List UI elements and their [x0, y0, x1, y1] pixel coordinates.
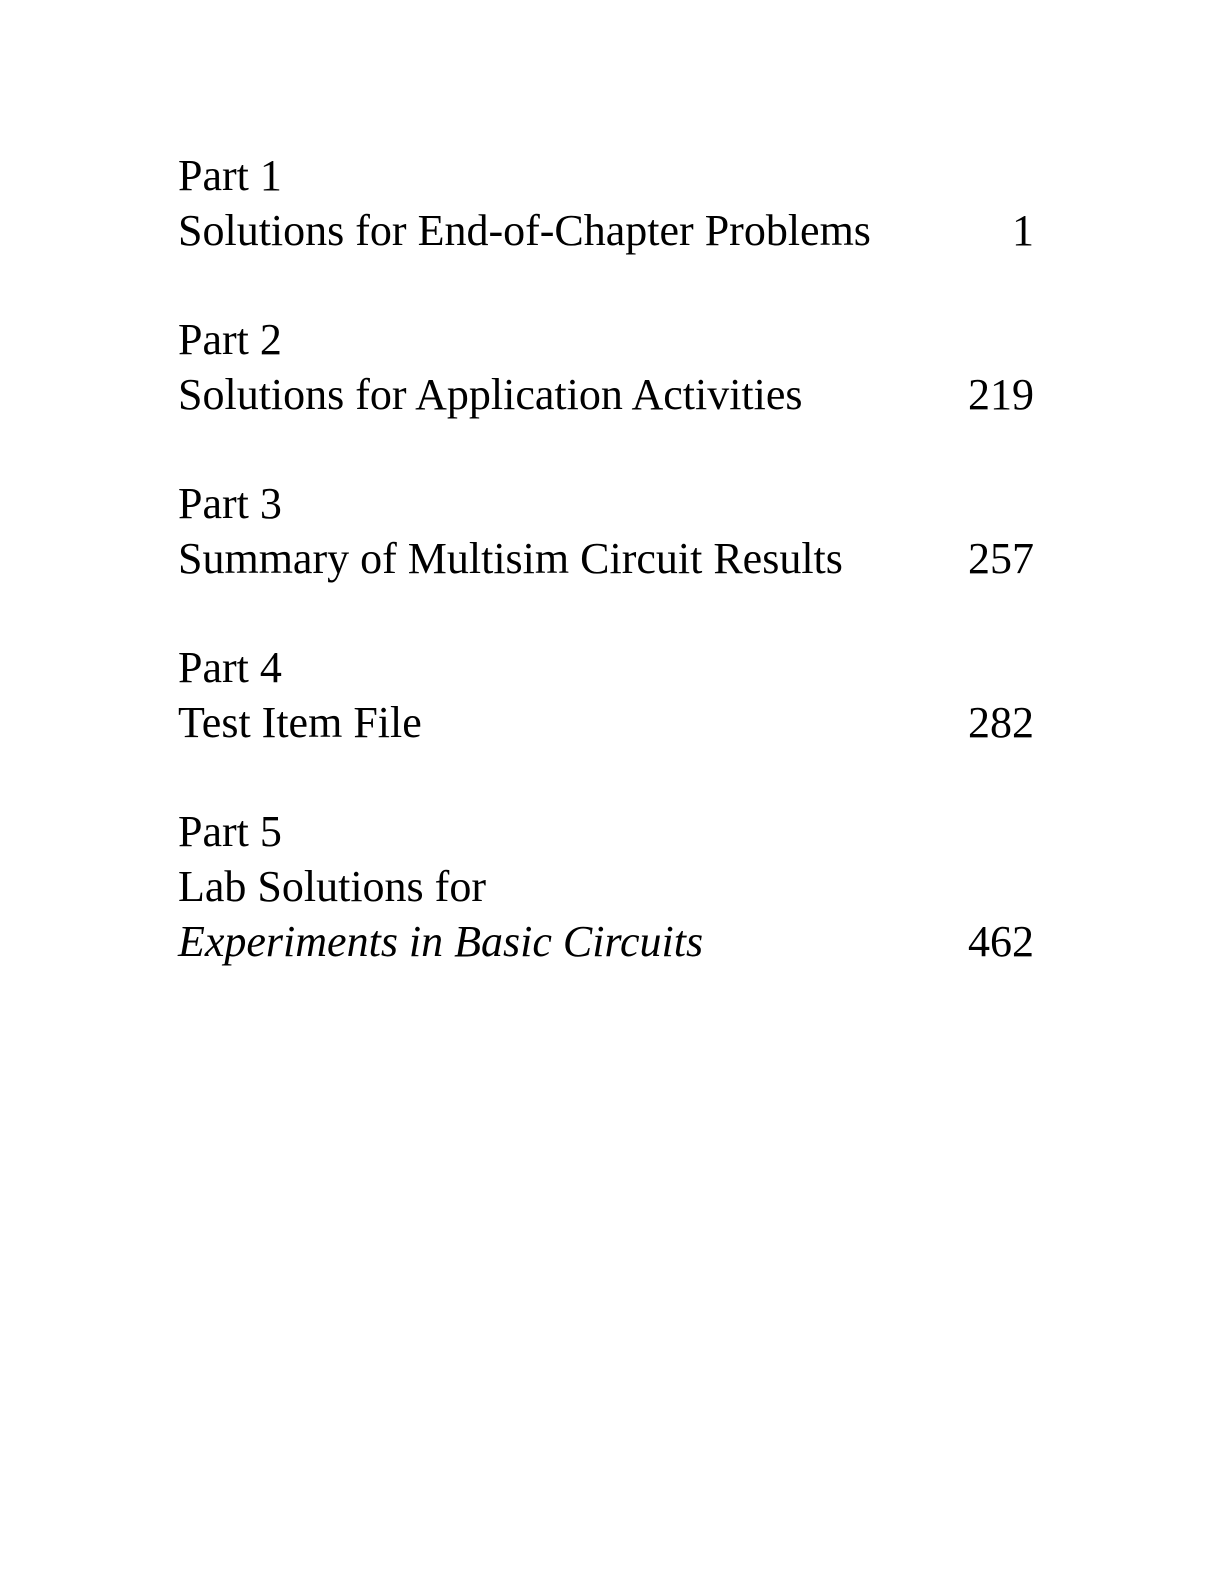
title-line — [178, 531, 1034, 586]
entry-title: Summary of Multisim Circuit Results — [178, 534, 843, 583]
toc-entry-part-4 — [178, 640, 1034, 750]
entry-title: Solutions for Application Activities — [178, 370, 803, 419]
title-line — [178, 859, 1034, 914]
part-label: Part 4 — [178, 643, 282, 692]
part-label-line — [178, 148, 1034, 203]
entry-title: Solutions for End-of-Chapter Problems — [178, 206, 871, 255]
part-label: Part 1 — [178, 151, 282, 200]
toc-entry-part-1 — [178, 148, 1034, 258]
title-line — [178, 203, 1034, 258]
part-label-line — [178, 312, 1034, 367]
entry-title: Test Item File — [178, 698, 422, 747]
page-number: 1 — [1012, 206, 1034, 255]
table-of-contents — [178, 148, 1034, 1023]
book-title: Experiments in Basic Circuits — [178, 917, 704, 966]
part-label: Part 3 — [178, 479, 282, 528]
title-line-italic — [178, 914, 1034, 969]
title-line — [178, 695, 1034, 750]
part-label-line — [178, 476, 1034, 531]
page-number: 257 — [968, 534, 1034, 583]
toc-entry-part-5 — [178, 804, 1034, 969]
part-label-line — [178, 640, 1034, 695]
part-label: Part 5 — [178, 807, 282, 856]
part-label-line — [178, 804, 1034, 859]
part-label: Part 2 — [178, 315, 282, 364]
page-number: 462 — [968, 917, 1034, 966]
toc-entry-part-2 — [178, 312, 1034, 422]
page-number: 282 — [968, 698, 1034, 747]
entry-title: Lab Solutions for — [178, 862, 486, 911]
title-line — [178, 367, 1034, 422]
page-number: 219 — [968, 370, 1034, 419]
toc-entry-part-3 — [178, 476, 1034, 586]
